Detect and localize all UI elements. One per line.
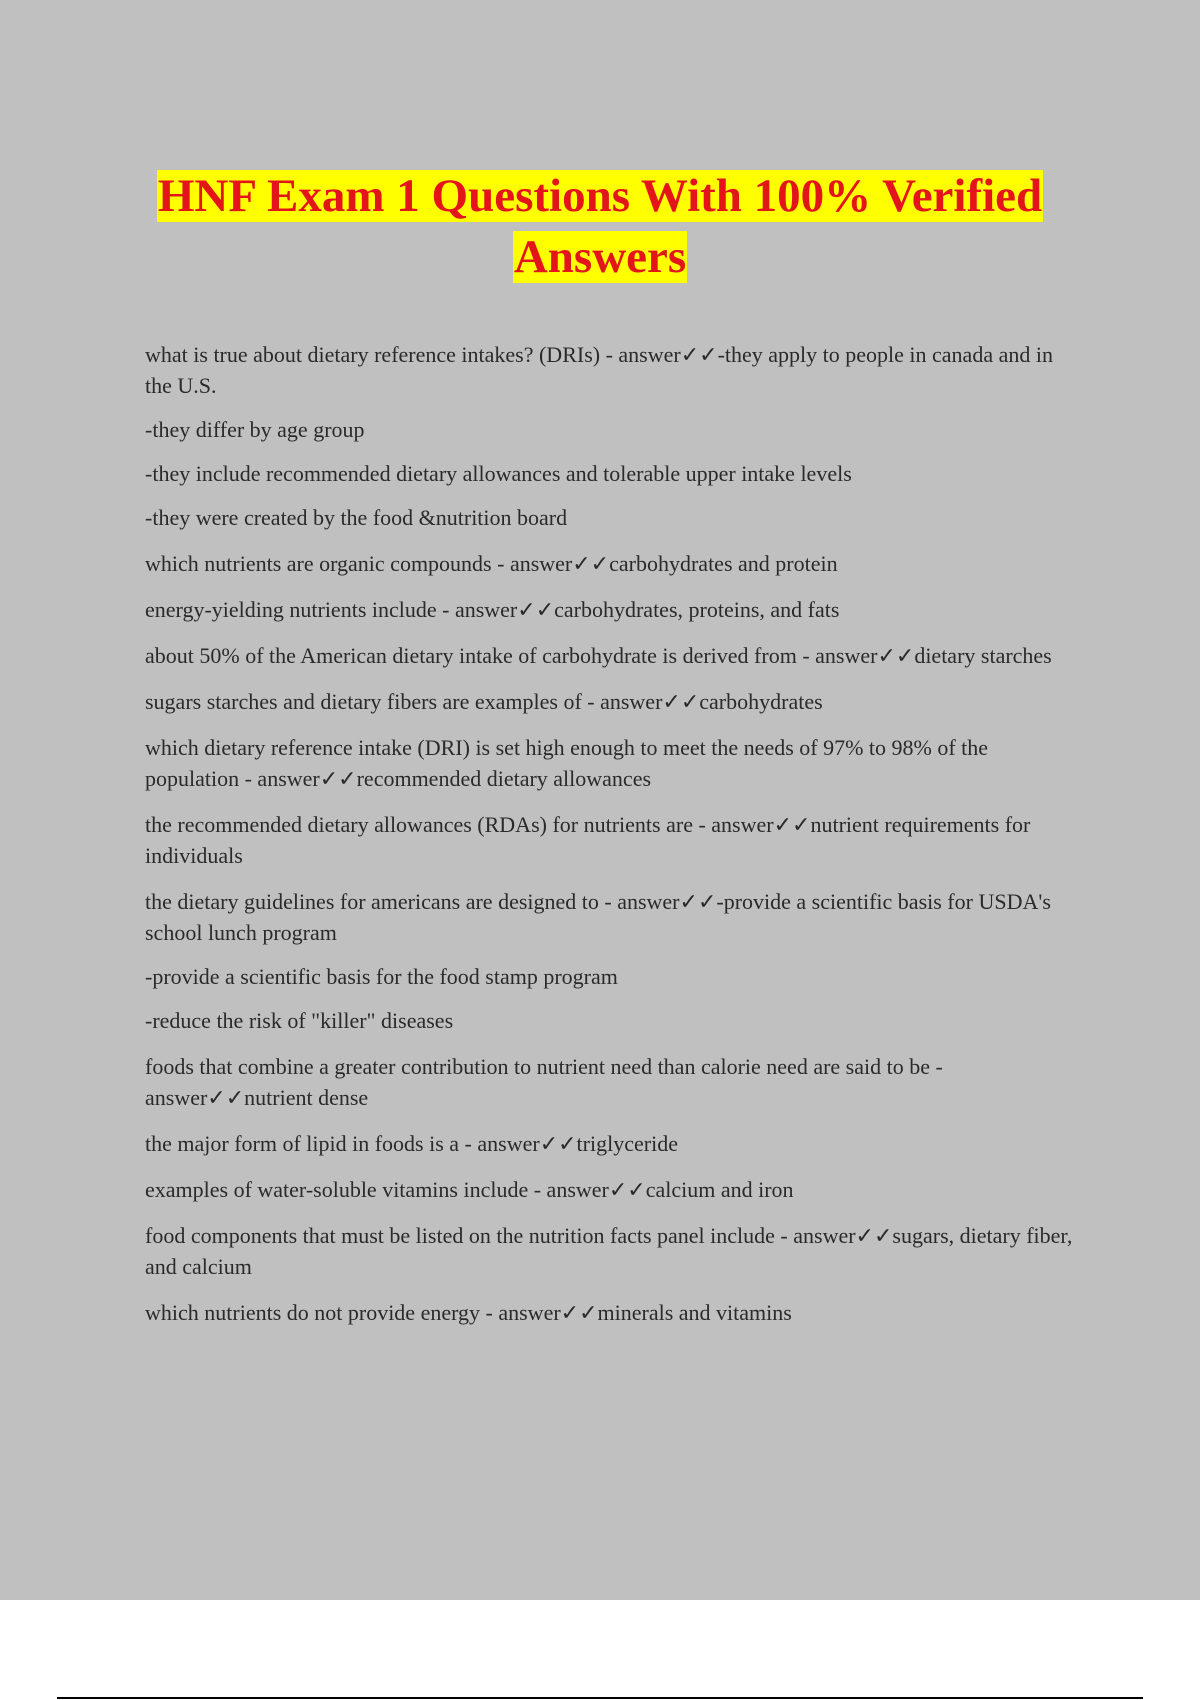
paragraph: -they were created by the food &nutrition board (145, 505, 568, 530)
paragraph: foods that combine a greater contribution to nutrient need than calorie need are said to be - answer✓✓nutrient dense (145, 1054, 943, 1110)
paragraph: -provide a scientific basis for the food stamp program (145, 964, 618, 989)
paragraph: the dietary guidelines for americans are designed to - answer✓✓-provide a scientific basis for USDA's school lunch program (145, 889, 1051, 945)
paragraph: -they include recommended dietary allowances and tolerable upper intake levels (145, 461, 852, 486)
paragraph: which dietary reference intake (DRI) is set high enough to meet the needs of 97% to 98% of the population - answer✓✓recommended dietary allowances (145, 735, 989, 791)
paragraph: examples of water-soluble vitamins include - answer✓✓calcium and iron (145, 1177, 794, 1202)
document-title (0, 166, 1200, 288)
paragraph: -they differ by age group (145, 417, 365, 442)
paragraph: sugars starches and dietary fibers are examples of - answer✓✓carbohydrates (145, 689, 823, 714)
paragraph: about 50% of the American dietary intake of carbohydrate is derived from - answer✓✓dietary starches (145, 643, 1052, 668)
paragraph: the recommended dietary allowances (RDAs) for nutrients are - answer✓✓nutrient requirements for individuals (145, 812, 1031, 868)
document-body (145, 339, 1085, 1343)
paragraph: which nutrients are organic compounds - answer✓✓carbohydrates and protein (145, 551, 838, 576)
title-line-2: Answers (513, 231, 687, 283)
paragraph: -reduce the risk of "killer" diseases (145, 1008, 454, 1033)
title-line-1: HNF Exam 1 Questions With 100% Verified (157, 170, 1043, 222)
paragraph: which nutrients do not provide energy - answer✓✓minerals and vitamins (145, 1300, 792, 1325)
page-divider-line (57, 1697, 1143, 1699)
paragraph: energy-yielding nutrients include - answer✓✓carbohydrates, proteins, and fats (145, 597, 840, 622)
paragraph: what is true about dietary reference intakes? (DRIs) - answer✓✓-they apply to people in canada and in the U.S. (145, 342, 1053, 398)
paragraph: food components that must be listed on the nutrition facts panel include - answer✓✓sugars, dietary fiber, and calcium (145, 1223, 1073, 1279)
paragraph: the major form of lipid in foods is a - answer✓✓triglyceride (145, 1131, 678, 1156)
